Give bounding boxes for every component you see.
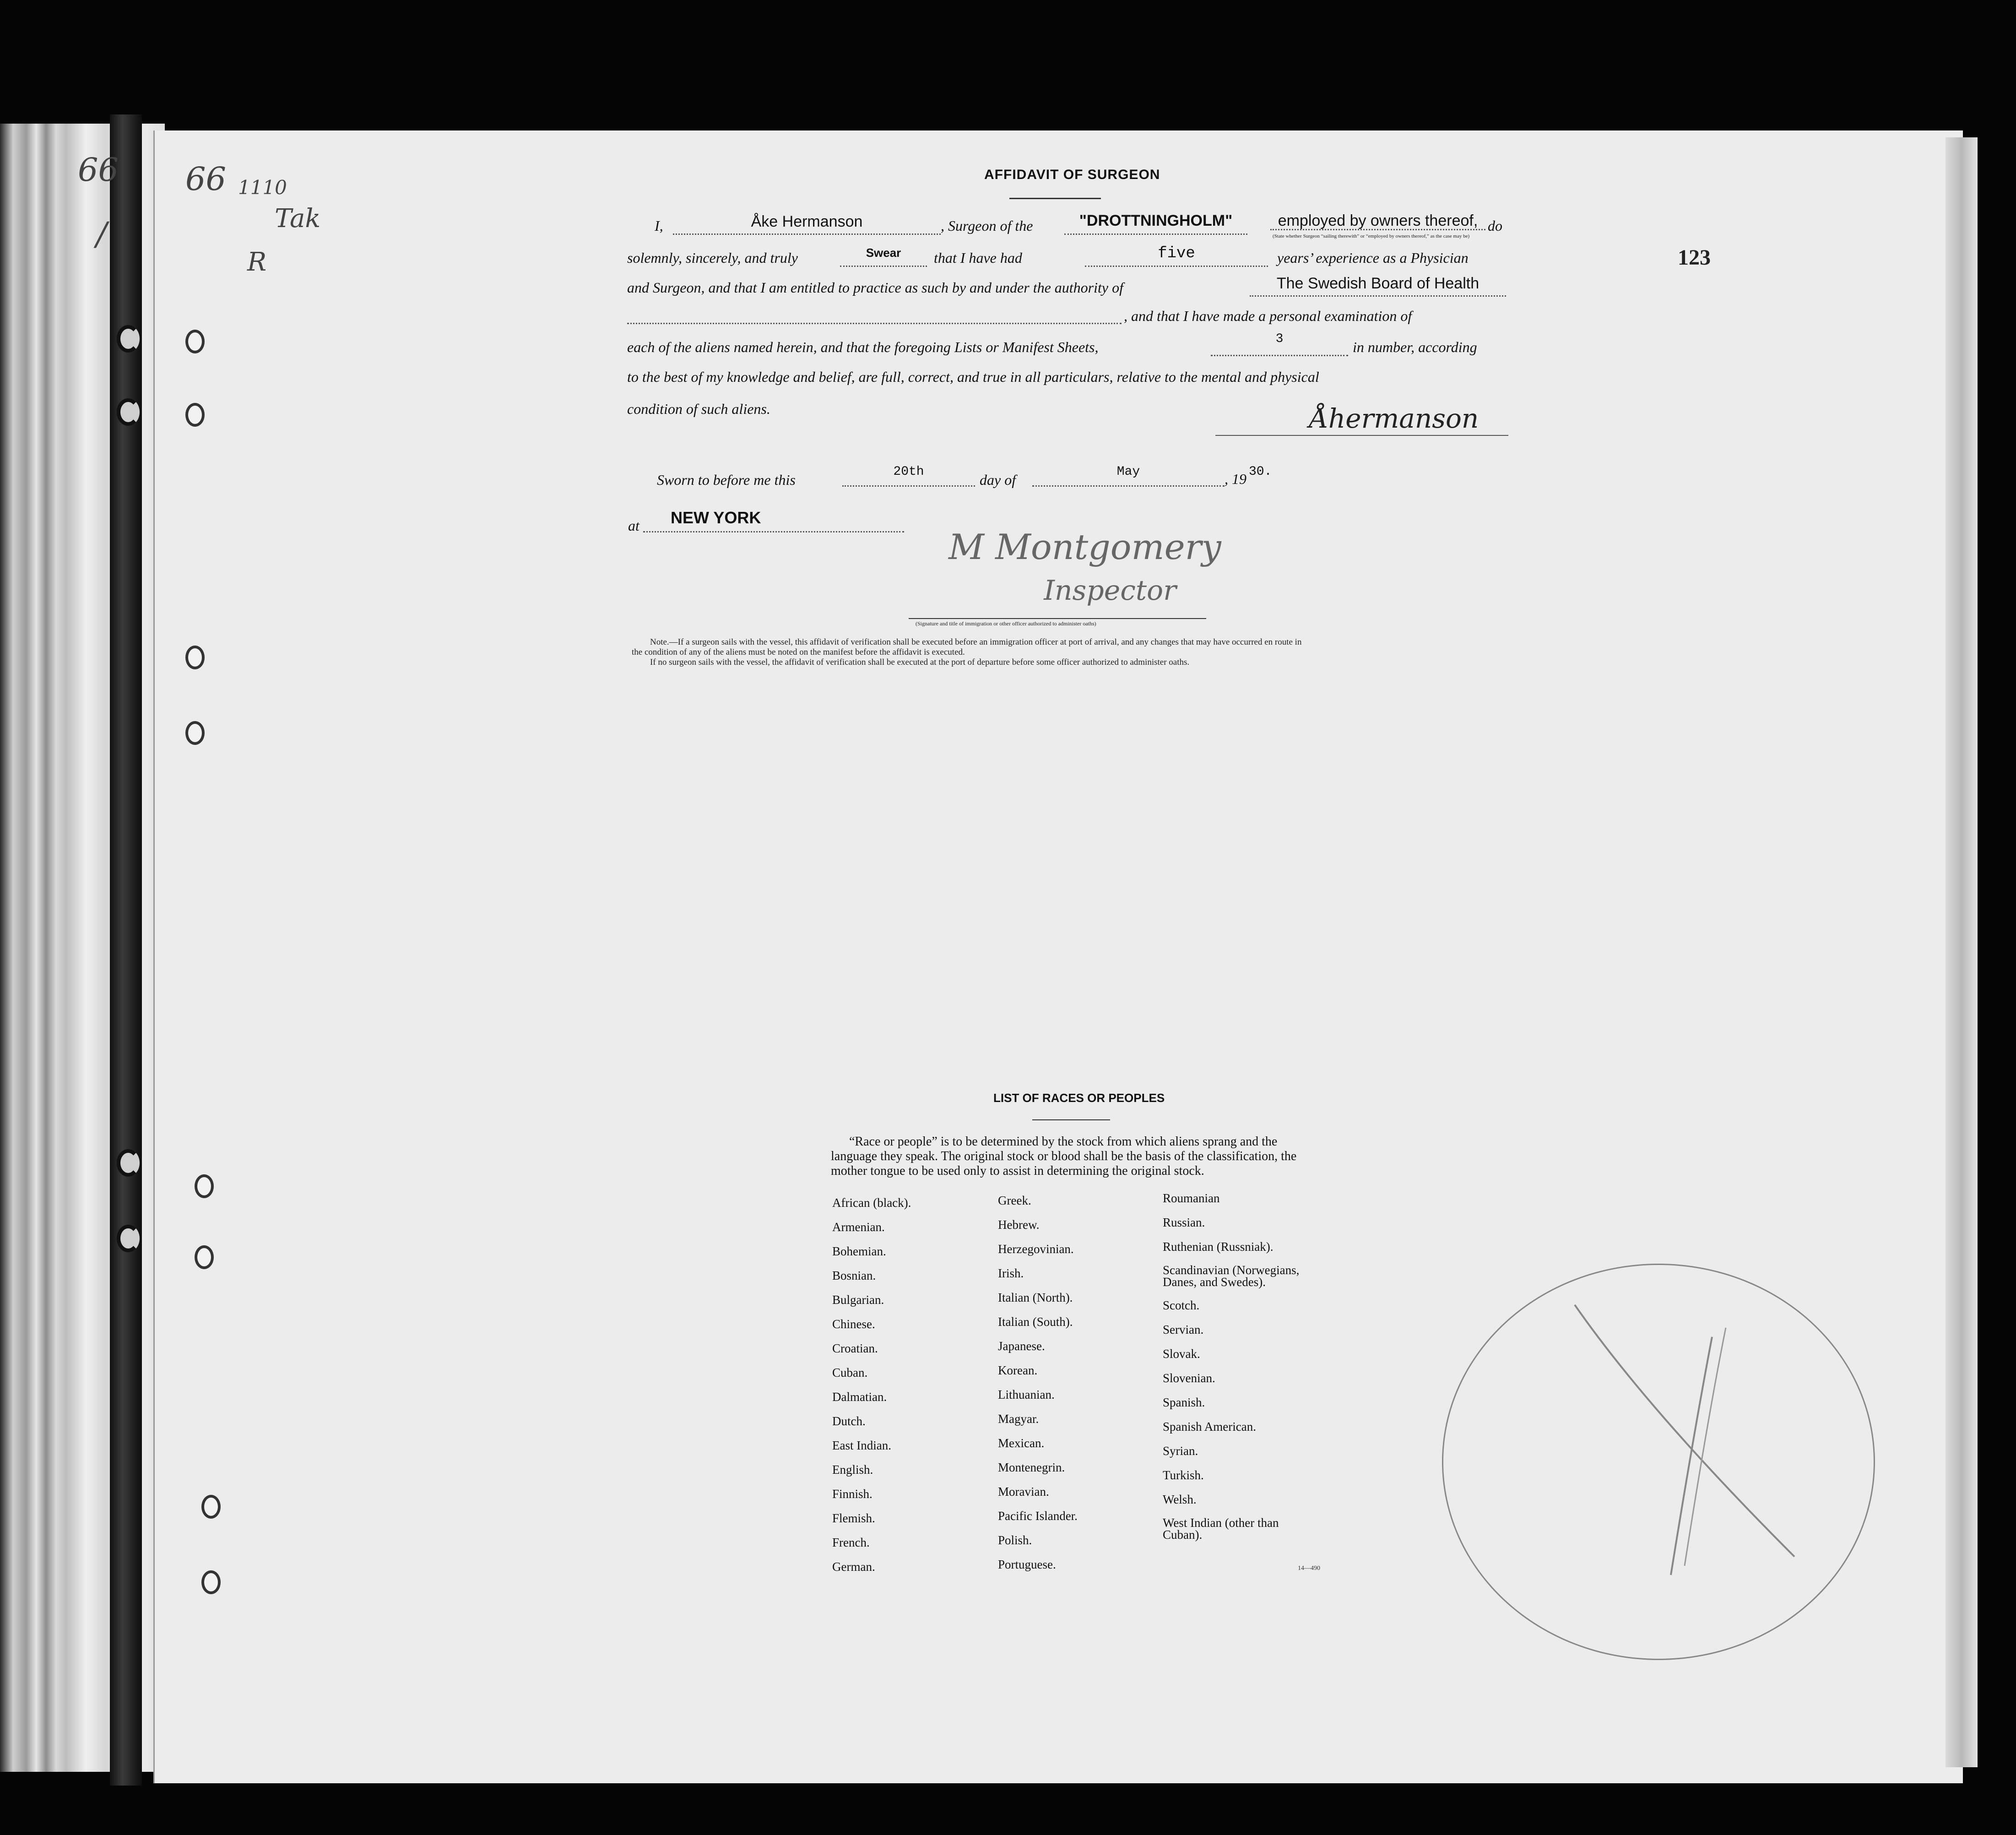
officer-signature: M Montgomery (948, 527, 1221, 567)
list-item: Dutch. (832, 1414, 866, 1428)
pencil-x-mark (1556, 1282, 1831, 1602)
sworn-place: NEW YORK (671, 508, 761, 527)
text-best-knowledge: to the best of my knowledge and belief, are full, correct, and true in all particulars, relative to the mental and physical (627, 369, 1319, 385)
list-item: Ruthenian (Russniak). (1163, 1240, 1274, 1254)
title-divider (1009, 198, 1101, 199)
signature-caption: (Signature and title of immigration or other officer authorized to administer oaths) (916, 620, 1096, 627)
surgeon-name: Åke Hermanson (751, 213, 863, 230)
races-column-1 (832, 1196, 911, 1584)
list-item: Hebrew. (998, 1218, 1040, 1232)
day-dots (842, 485, 975, 487)
list-item: Lithuanian. (998, 1388, 1055, 1401)
sheets-dots (1211, 355, 1348, 356)
margin-note: 66 (185, 160, 227, 198)
text-in-number: in number, according (1353, 339, 1477, 355)
list-item: Russian. (1163, 1216, 1205, 1229)
races-title: LIST OF RACES OR PEOPLES (993, 1091, 1165, 1105)
list-item: Scotch. (1163, 1298, 1200, 1312)
surgeon-signature: Åhermanson (1309, 403, 1479, 434)
list-item: Italian (South). (998, 1315, 1073, 1329)
employment-dots (1270, 229, 1485, 230)
note-line-3: If no surgeon sails with the vessel, the affidavit of verification shall be executed at the port of departure before some officer authorized to administer oaths. (650, 657, 1190, 667)
list-item: Scandinavian (Norwegians, Danes, and Swedes). (1163, 1263, 1300, 1289)
oath-dots (840, 266, 927, 267)
month-dots (1032, 485, 1225, 487)
list-item: Herzegovinian. (998, 1242, 1074, 1256)
binder-hole (185, 330, 205, 353)
list-item: Chinese. (832, 1317, 875, 1331)
margin-note: / (96, 215, 107, 253)
races-intro: “Race or people” is to be determined by the stock from which aliens sprang and the language they speak. The original stock or blood shall be the basis of the classification, the mother tongue to be used only to assist in determining the original stock. (831, 1135, 1297, 1178)
list-item: Magyar. (998, 1412, 1039, 1426)
margin-note: 66 (78, 151, 119, 189)
margin-note: 1110 (238, 176, 287, 199)
list-item: Slovak. (1163, 1347, 1200, 1361)
sheets-value: 3 (1275, 332, 1284, 346)
list-item: East Indian. (832, 1439, 891, 1452)
binder-hole (117, 398, 140, 426)
state-note: (State whether Surgeon “sailing therewith” or “employed by owners thereof,” as the case may be) (1273, 233, 1470, 239)
list-item: Turkish. (1163, 1468, 1204, 1482)
list-item: Korean. (998, 1363, 1038, 1377)
list-item: Bulgarian. (832, 1293, 884, 1307)
authority-value: The Swedish Board of Health (1276, 275, 1479, 292)
surgeon-signature-line (1215, 435, 1508, 436)
list-item: Bohemian. (832, 1244, 886, 1258)
binder-hole (185, 646, 205, 669)
list-item: Greek. (998, 1194, 1031, 1207)
list-item: Finnish. (832, 1487, 873, 1501)
text-i: I, (655, 217, 663, 234)
list-item: French. (832, 1536, 870, 1549)
note-line-2: the condition of any of the aliens must be noted on the manifest before the affidavit is executed. (632, 647, 965, 657)
text-day-of: day of (980, 472, 1016, 488)
list-item: Welsh. (1163, 1493, 1197, 1506)
text-sworn: Sworn to before me this (657, 472, 796, 488)
text-at: at (628, 517, 639, 534)
list-item: Armenian. (832, 1220, 885, 1234)
employment-status: employed by owners thereof, (1278, 212, 1478, 229)
form-number: 14—490 (1298, 1565, 1320, 1572)
page-edge (1946, 137, 1978, 1767)
list-item: Spanish. (1163, 1395, 1205, 1409)
list-item: English. (832, 1463, 873, 1477)
binder-hole (195, 1174, 214, 1198)
authority-dots-continued (627, 323, 1122, 324)
list-item: Japanese. (998, 1339, 1045, 1353)
text-and-surgeon: and Surgeon, and that I am entitled to practice as such by and under the authority of (627, 279, 1123, 296)
list-item: African (black). (832, 1196, 911, 1210)
officer-title: Inspector (1044, 575, 1176, 607)
list-item: Flemish. (832, 1511, 875, 1525)
list-item: Syrian. (1163, 1444, 1198, 1458)
list-item: Pacific Islander. (998, 1509, 1078, 1523)
list-item: Polish. (998, 1533, 1032, 1547)
list-item: Bosnian. (832, 1269, 876, 1282)
text-year-prefix: , 19 (1225, 471, 1246, 487)
races-column-2 (998, 1194, 1078, 1582)
races-divider (1032, 1119, 1110, 1120)
vessel-dots (1064, 233, 1247, 235)
list-item: Cuban. (832, 1366, 868, 1379)
list-item: Croatian. (832, 1341, 878, 1355)
binder-hole (117, 1225, 140, 1252)
binder-hole (117, 325, 140, 353)
sworn-month: May (1116, 465, 1140, 479)
officer-signature-line (909, 618, 1206, 619)
note-line-1: Note.—If a surgeon sails with the vessel, this affidavit of verification shall be executed before an immigration officer at port of arrival, and any changes that may have occurred en route in (650, 637, 1302, 647)
binder-hole (201, 1495, 221, 1519)
binder-hole (117, 1149, 140, 1177)
years-value: five (1158, 245, 1195, 262)
text-solemnly: solemnly, sincerely, and truly (627, 250, 798, 266)
races-column-3 (1163, 1191, 1328, 1541)
sworn-day: 20th (893, 465, 924, 479)
text-years-experience: years’ experience as a Physician (1277, 250, 1469, 266)
binder-strip (110, 114, 142, 1786)
name-dots (673, 233, 941, 235)
text-each-alien: each of the aliens named herein, and that the foregoing Lists or Manifest Sheets, (627, 339, 1099, 355)
binder-hole (185, 721, 205, 745)
list-item: German. (832, 1560, 875, 1574)
binder-hole (185, 403, 205, 427)
vessel-name: "DROTTNINGHOLM" (1079, 212, 1233, 229)
text-personal-exam: , and that I have made a personal examination of (1124, 308, 1412, 324)
binder-hole (201, 1570, 221, 1594)
list-item: Mexican. (998, 1436, 1045, 1450)
list-item: Servian. (1163, 1323, 1204, 1336)
list-item: Slovenian. (1163, 1371, 1215, 1385)
list-item: Moravian. (998, 1485, 1049, 1498)
years-dots (1085, 266, 1268, 267)
oath-word: Swear (866, 246, 901, 260)
authority-dots (1250, 295, 1506, 297)
list-item: Italian (North). (998, 1291, 1073, 1304)
affidavit-title: AFFIDAVIT OF SURGEON (984, 167, 1160, 182)
list-item: Dalmatian. (832, 1390, 887, 1404)
margin-note: Tak (275, 204, 321, 233)
text-that-i-have-had: that I have had (934, 250, 1022, 266)
binder-hole (195, 1245, 214, 1269)
list-item: Portuguese. (998, 1558, 1056, 1571)
list-item: Montenegrin. (998, 1460, 1065, 1474)
list-item: Irish. (998, 1266, 1024, 1280)
page-number: 123 (1678, 245, 1711, 270)
list-item: West Indian (other than Cuban). (1163, 1516, 1279, 1542)
sworn-year: 30. (1249, 465, 1272, 479)
list-item: Roumanian (1163, 1191, 1220, 1205)
text-condition: condition of such aliens. (627, 401, 770, 417)
list-item: Spanish American. (1163, 1420, 1256, 1433)
text-surgeon-of: , Surgeon of the (941, 217, 1033, 234)
margin-note: R (247, 247, 267, 277)
text-do: do (1488, 217, 1502, 234)
